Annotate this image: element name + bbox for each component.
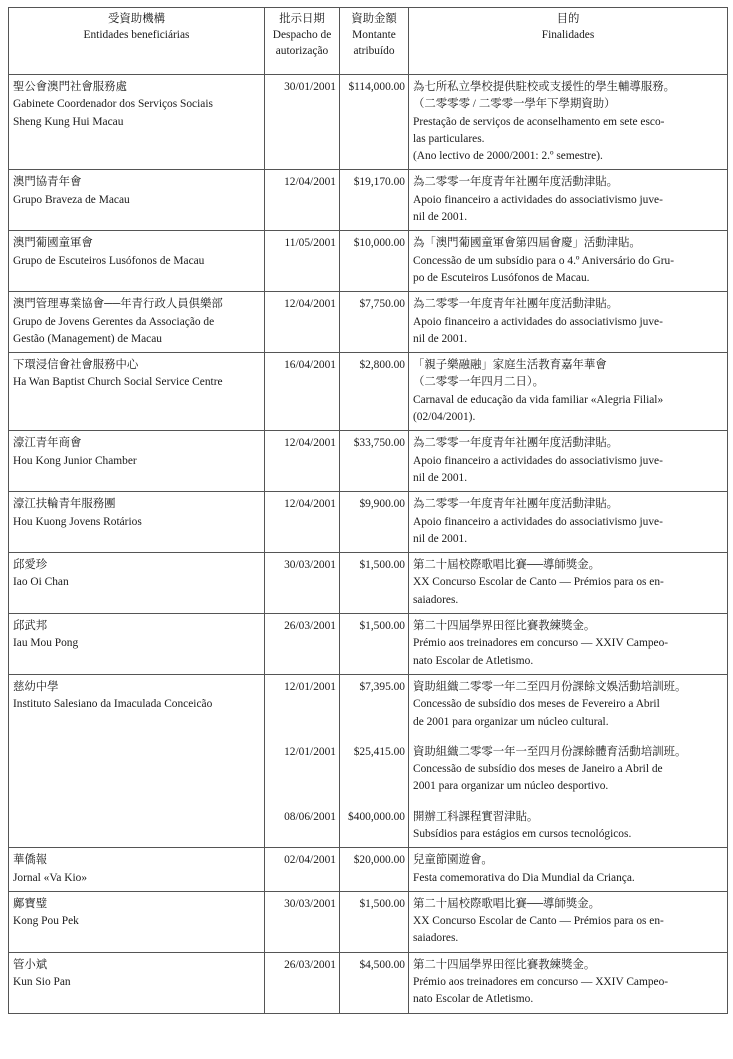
entity-name-line: Kun Sio Pan <box>13 976 71 989</box>
grant-amount: $33,750.00 <box>353 437 405 450</box>
purpose-line: Apoio financeiro a actividades do associativismo juve- <box>413 193 663 206</box>
table-row <box>9 170 728 231</box>
purpose-line: 「親子樂融融」家庭生活教育嘉年華會 <box>413 359 607 372</box>
entity-name-line: 濠江扶輪青年服務團 <box>13 498 116 511</box>
entity-cell <box>9 292 265 353</box>
purpose-line: 為二零零一年度青年社團年度活動津貼。 <box>413 498 619 511</box>
table-row <box>9 353 728 431</box>
purpose-text <box>413 496 722 548</box>
purpose-line: po de Escuteiros Lusófonos de Macau. <box>413 271 590 284</box>
entity-cell <box>9 553 265 614</box>
header-purpose: 目的 Finalidades <box>409 8 728 75</box>
approval-date: 12/04/2001 <box>284 176 336 189</box>
purpose-line: saiadores. <box>413 932 459 945</box>
purpose-line: 第二十屆校際歌唱比賽──導師獎金。 <box>413 559 601 572</box>
approval-date: 02/04/2001 <box>284 854 336 867</box>
entity-name-line: 邱武邦 <box>13 620 48 633</box>
amount-cell <box>340 848 409 892</box>
purpose-line: Prémio aos treinadores em concurso — XXIV Campeo- <box>413 976 669 989</box>
date-cell <box>265 553 340 614</box>
table-row <box>9 231 728 292</box>
entity-name-line: 澳門葡國童軍會 <box>13 237 93 250</box>
grant-amount: $20,000.00 <box>353 854 405 867</box>
purpose-line: Prestação de serviços de aconselhamento em sete esco- <box>413 115 665 128</box>
table-header-row <box>9 8 728 75</box>
purpose-line: 兒童節園遊會。 <box>413 854 493 867</box>
purpose-line: de 2001 para organizar um núcleo cultural. <box>413 715 609 728</box>
entity-cell <box>9 848 265 892</box>
amount-cell <box>340 891 409 952</box>
purpose-line: XX Concurso Escolar de Canto — Prémios para os en- <box>413 576 664 589</box>
purpose-line: Carnaval de educação da vida familiar «Alegria Filial» <box>413 393 664 406</box>
entity-name-line: 濠江青年商會 <box>13 437 82 450</box>
approval-date: 11/05/2001 <box>284 237 336 250</box>
grant-amount: $19,170.00 <box>353 176 405 189</box>
approval-date: 30/03/2001 <box>284 897 336 910</box>
header-entities: 受資助機構 Entidades beneficiárias <box>9 8 265 75</box>
approval-date: 26/03/2001 <box>284 620 336 633</box>
purpose-text <box>413 296 722 348</box>
approval-date: 16/04/2001 <box>284 359 336 372</box>
purpose-line: 為「澳門葡國童軍會第四屆會慶」活動津貼。 <box>413 237 641 250</box>
amount-cell <box>340 492 409 553</box>
approval-date: 12/01/2001 <box>284 680 336 693</box>
date-cell <box>265 492 340 553</box>
table-row <box>9 431 728 492</box>
purpose-line: nil de 2001. <box>413 532 468 545</box>
entity-name-line: 澳門協青年會 <box>13 176 82 189</box>
amount-cell <box>340 952 409 1013</box>
purpose-text <box>413 852 722 887</box>
purpose-line: 第二十屆校際歌唱比賽──導師獎金。 <box>413 897 601 910</box>
entity-name-line: Iau Mou Pong <box>13 637 79 650</box>
grant-amount: $7,750.00 <box>359 298 405 311</box>
entity-name-line: Gabinete Coordenador dos Serviços Sociais <box>13 98 213 111</box>
entity-name-line: 鄺寶璧 <box>13 897 48 910</box>
table-row <box>9 891 728 952</box>
table-row <box>9 75 728 170</box>
table-row <box>9 952 728 1013</box>
entity-cell <box>9 431 265 492</box>
date-cell <box>265 353 340 431</box>
entity-name-line: Sheng Kung Hui Macau <box>13 115 124 128</box>
amount-cell <box>340 553 409 614</box>
purpose-line: 開辦工科課程實習津貼。 <box>413 810 539 823</box>
entity-cell <box>9 674 265 847</box>
entity-name-line: Iao Oi Chan <box>13 576 69 589</box>
entity-name-line: Grupo Braveza de Macau <box>13 193 130 206</box>
purpose-line: 為二零零一年度青年社團年度活動津貼。 <box>413 437 619 450</box>
approval-date: 12/01/2001 <box>284 745 336 758</box>
purpose-text <box>413 744 722 796</box>
grant-amount: $1,500.00 <box>359 897 405 910</box>
purpose-line: Prémio aos treinadores em concurso — XXIV Campeo- <box>413 637 669 650</box>
date-cell <box>265 848 340 892</box>
purpose-line: 資助組織二零零一年二至四月份課餘文娛活動培訓班。 <box>413 680 687 693</box>
purpose-text <box>413 809 722 844</box>
purpose-line: （二零零一年四月二日）。 <box>413 376 544 389</box>
date-cell <box>265 614 340 675</box>
amount-cell <box>340 674 409 847</box>
purpose-cell <box>409 75 728 170</box>
grant-amount: $1,500.00 <box>359 620 405 633</box>
purpose-text <box>413 79 722 165</box>
entity-cell <box>9 75 265 170</box>
entity-name-line: 管小斌 <box>13 958 48 971</box>
grant-amount: $10,000.00 <box>353 237 405 250</box>
purpose-line: Subsídios para estágios em cursos tecnológicos. <box>413 827 632 840</box>
amount-cell <box>340 75 409 170</box>
approval-date: 30/03/2001 <box>284 559 336 572</box>
entity-name-line: 邱愛珍 <box>13 559 48 572</box>
entity-name-line: 慈幼中學 <box>13 680 59 693</box>
purpose-line: 為二零零一年度青年社團年度活動津貼。 <box>413 298 619 311</box>
purpose-line: （二零零零 / 二零零一學年下學期資助） <box>413 98 616 111</box>
entity-name-line: Gestão (Management) de Macau <box>13 332 162 345</box>
purpose-line: Concessão de subsídio dos meses de Fevereiro a Abril <box>413 698 660 711</box>
entity-name-line: 澳門管理專業協會──年青行政人員俱樂部 <box>13 298 223 311</box>
entity-name-line: Hou Kong Junior Chamber <box>13 454 137 467</box>
entity-name-line: Instituto Salesiano da Imaculada Conceicão <box>13 698 213 711</box>
purpose-text <box>413 235 722 287</box>
amount-cell <box>340 292 409 353</box>
purpose-line: saiadores. <box>413 593 459 606</box>
purpose-line: 第二十四屆學界田徑比賽教練獎金。 <box>413 958 596 971</box>
entity-name-line: Kong Pou Pek <box>13 915 79 928</box>
purpose-cell <box>409 553 728 614</box>
date-cell <box>265 431 340 492</box>
purpose-cell <box>409 431 728 492</box>
entity-name-line: Grupo de Jovens Gerentes da Associação de <box>13 315 215 328</box>
purpose-text <box>413 957 722 1009</box>
purpose-line: 為二零零一年度青年社團年度活動津貼。 <box>413 176 619 189</box>
amount-cell <box>340 431 409 492</box>
grant-amount: $400,000.00 <box>348 810 405 823</box>
purpose-text <box>413 679 722 731</box>
purpose-text <box>413 357 722 426</box>
approval-date: 26/03/2001 <box>284 958 336 971</box>
grant-amount: $4,500.00 <box>359 958 405 971</box>
grants-table <box>8 7 728 1014</box>
purpose-line: nato Escolar de Atletismo. <box>413 654 534 667</box>
purpose-cell <box>409 848 728 892</box>
purpose-text <box>413 557 722 609</box>
purpose-line: XX Concurso Escolar de Canto — Prémios para os en- <box>413 915 664 928</box>
grant-amount: $2,800.00 <box>359 359 405 372</box>
purpose-line: (02/04/2001). <box>413 411 476 424</box>
grant-amount: $114,000.00 <box>348 81 405 93</box>
purpose-cell <box>409 614 728 675</box>
table-row <box>9 553 728 614</box>
date-cell <box>265 292 340 353</box>
table-row <box>9 674 728 847</box>
approval-date: 30/01/2001 <box>284 81 336 93</box>
grant-amount: $25,415.00 <box>353 745 405 758</box>
purpose-line: Festa comemorativa do Dia Mundial da Criança. <box>413 871 635 884</box>
approval-date: 12/04/2001 <box>284 437 336 450</box>
approval-date: 12/04/2001 <box>284 298 336 311</box>
entity-name-line: Jornal «Va Kio» <box>13 871 88 884</box>
purpose-line: 2001 para organizar um núcleo desportivo. <box>413 780 609 793</box>
purpose-text <box>413 896 722 948</box>
date-cell <box>265 170 340 231</box>
purpose-line: las particulares. <box>413 132 485 145</box>
purpose-cell <box>409 170 728 231</box>
entity-name-line: 聖公會澳門社會服務處 <box>13 81 127 93</box>
amount-cell <box>340 614 409 675</box>
purpose-line: Concessão de subsídio dos meses de Janeiro a Abril de <box>413 763 663 776</box>
amount-cell <box>340 231 409 292</box>
date-cell <box>265 75 340 170</box>
amount-cell <box>340 353 409 431</box>
header-amount: 資助金額 Montante atribuído <box>340 8 409 75</box>
entity-cell <box>9 231 265 292</box>
date-cell <box>265 674 340 847</box>
grant-amount: $1,500.00 <box>359 559 405 572</box>
purpose-line: 第二十四屆學界田徑比賽教練獎金。 <box>413 620 596 633</box>
entity-name-line: 下環浸信會社會服務中心 <box>13 359 139 372</box>
entity-name-line: Ha Wan Baptist Church Social Service Centre <box>13 376 223 389</box>
entity-name-line: Grupo de Escuteiros Lusófonos de Macau <box>13 254 205 267</box>
entity-cell <box>9 952 265 1013</box>
purpose-cell <box>409 891 728 952</box>
purpose-line: 資助組織二零零一年一至四月份課餘體育活動培訓班。 <box>413 745 687 758</box>
purpose-line: nil de 2001. <box>413 211 468 224</box>
header-date: 批示日期 Despacho de autorização <box>265 8 340 75</box>
document-page <box>8 7 727 1014</box>
entity-cell <box>9 891 265 952</box>
entity-cell <box>9 614 265 675</box>
date-cell <box>265 231 340 292</box>
purpose-text <box>413 435 722 487</box>
purpose-cell <box>409 292 728 353</box>
approval-date: 12/04/2001 <box>284 498 336 511</box>
purpose-text <box>413 618 722 670</box>
grant-amount: $9,900.00 <box>359 498 405 511</box>
approval-date: 08/06/2001 <box>284 810 336 823</box>
grant-amount: $7,395.00 <box>359 680 405 693</box>
entity-cell <box>9 353 265 431</box>
purpose-line: Apoio financeiro a actividades do associativismo juve- <box>413 454 663 467</box>
date-cell <box>265 952 340 1013</box>
purpose-line: nato Escolar de Atletismo. <box>413 993 534 1006</box>
amount-cell <box>340 170 409 231</box>
table-row <box>9 492 728 553</box>
purpose-cell <box>409 492 728 553</box>
entity-cell <box>9 170 265 231</box>
entity-cell <box>9 492 265 553</box>
purpose-line: Concessão de um subsídio para o 4.º Aniversário do Gru- <box>413 254 675 267</box>
table-row <box>9 614 728 675</box>
entity-name-line: 華僑報 <box>13 854 48 867</box>
purpose-line: Apoio financeiro a actividades do associativismo juve- <box>413 515 663 528</box>
purpose-line: Apoio financeiro a actividades do associativismo juve- <box>413 315 663 328</box>
date-cell <box>265 891 340 952</box>
purpose-line: nil de 2001. <box>413 332 468 345</box>
purpose-line: nil de 2001. <box>413 471 468 484</box>
entity-name-line: Hou Kuong Jovens Rotários <box>13 515 142 528</box>
purpose-cell <box>409 952 728 1013</box>
purpose-cell <box>409 231 728 292</box>
purpose-line: (Ano lectivo de 2000/2001: 2.º semestre). <box>413 150 603 163</box>
purpose-cell <box>409 353 728 431</box>
purpose-cell <box>409 674 728 847</box>
table-row <box>9 292 728 353</box>
table-body <box>9 75 728 1014</box>
table-row <box>9 848 728 892</box>
purpose-text <box>413 174 722 226</box>
purpose-line: 為七所私立學校提供駐校或支援性的學生輔導服務。 <box>413 81 675 93</box>
